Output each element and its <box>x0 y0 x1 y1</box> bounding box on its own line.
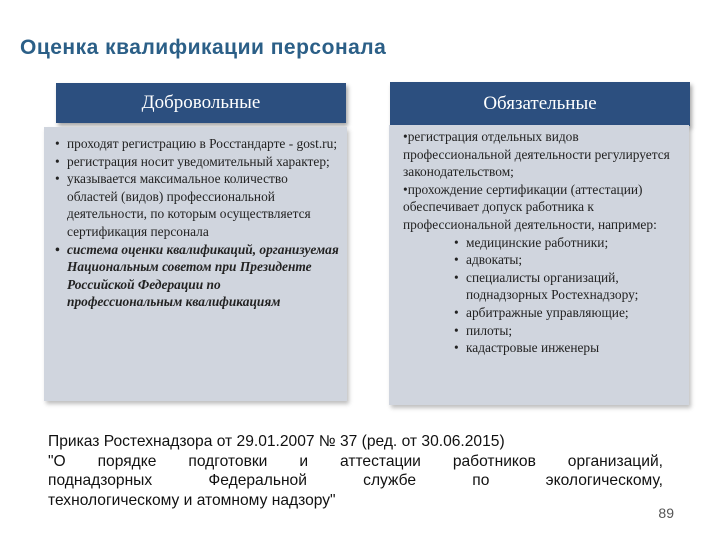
list-item: • арбитражные управляющие; <box>454 304 681 322</box>
list-item: • специалисты организаций, поднадзорных Ростехнадзору; <box>454 269 681 304</box>
list-item: • медицинские работники; <box>454 234 681 252</box>
order-line: поднадзорных Федеральной службе по экологическому, <box>48 472 663 489</box>
voluntary-panel <box>44 127 347 401</box>
mandatory-header-label: Обязательные <box>483 93 597 114</box>
mandatory-header <box>390 82 690 126</box>
order-line: Приказ Ростехнадзора от 29.01.2007 № 37 (ред. от 30.06.2015) <box>48 433 505 450</box>
list-item: • регистрация носит уведомительный характер; <box>52 153 339 171</box>
mandatory-examples-list <box>403 234 681 357</box>
order-line: технологическому и атомному надзору" <box>48 491 336 509</box>
list-item: • кадастровые инженеры <box>454 339 681 357</box>
mandatory-paragraph: •прохождение сертификации (аттестации) обеспечивает допуск работника к профессиональной деятельности, например: <box>403 181 657 232</box>
list-item: • адвокаты; <box>454 251 681 269</box>
list-item: • указывается максимальное количество областей (видов) профессиональной деятельности, по которым осуществляется сертификация персонала <box>52 170 339 240</box>
order-reference <box>48 432 663 510</box>
order-line: "О порядке подготовки и аттестации работников организаций, <box>48 452 663 470</box>
voluntary-header <box>56 83 346 123</box>
page-number: 89 <box>658 505 674 521</box>
voluntary-header-label: Добровольные <box>141 92 261 113</box>
mandatory-panel <box>389 125 689 405</box>
voluntary-list <box>44 127 347 311</box>
list-item: • система оценки квалификаций, организуемая Национальным советом при Президенте Российской Федерации по профессиональным квалификациям <box>52 241 339 311</box>
page-title: Оценка квалификации персонала <box>20 36 387 59</box>
list-item: • проходят регистрацию в Росстандарте - gost.ru; <box>52 135 339 153</box>
list-item: • пилоты; <box>454 322 681 340</box>
mandatory-paragraph: •регистрация отдельных видов профессиональной деятельности регулируется законодательством; <box>403 129 670 180</box>
